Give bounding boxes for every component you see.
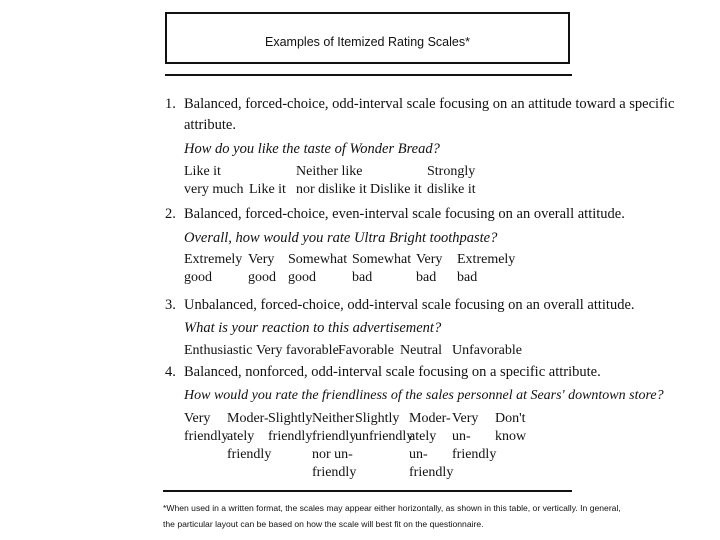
footnote [163,500,621,532]
item-4-option-4: Neither friendly nor un- friendly [312,411,357,480]
item-4-option-6: Moder- ately un- friendly [409,411,454,480]
item-1-option-3: Neither like nor dislike it [296,164,367,197]
item-2-option-6: Extremely bad [457,252,516,285]
table-title: Examples of Itemized Rating Scales* [265,35,470,49]
footer-rule [163,490,572,492]
item-4-option-2: Moder- ately friendly [227,411,272,462]
item-2-option-3: Somewhat good [288,252,348,285]
item-3-option-5: Unfavorable [452,343,522,358]
item-4-number: 4. [165,364,176,380]
title-box [165,12,570,64]
item-1-question: How do you like the taste of Wonder Bread? [184,141,440,157]
item-4-question: How would you rate the friendliness of the sales personnel at Sears' downtown store? [184,388,664,403]
footnote-line-2: the particular layout can be based on how the scale will best fit on the questionnaire. [163,519,484,529]
item-1-description-cont: attribute. [184,117,236,133]
item-2-option-2: Very good [248,252,276,285]
item-1-description: Balanced, forced-choice, odd-interval scale focusing on an attitude toward a specific [184,96,675,112]
item-3-number: 3. [165,297,176,313]
item-2-description: Balanced, forced-choice, even-interval scale focusing on an overall attitude. [184,206,625,222]
item-4-option-5: Slightly unfriendly [355,411,414,444]
item-2-option-5: Very bad [416,252,443,285]
item-2-option-1: Extremely good [184,252,243,285]
item-3-description: Unbalanced, forced-choice, odd-interval scale focusing on an overall attitude. [184,297,635,313]
item-3-option-2: Very favorable [256,343,339,358]
item-3-option-3: Favorable [338,343,394,358]
header-rule [165,74,572,76]
item-1-option-1: Like it very much [184,164,244,197]
item-4-option-1: Very friendly [184,411,229,444]
item-4-option-3: Slightly friendly [268,411,313,444]
item-1-option-5: Strongly dislike it [427,164,476,197]
footnote-line-1: *When used in a written format, the scales may appear either horizontally, as shown in this table, or vertically. In general, [163,503,621,513]
item-2-question: Overall, how would you rate Ultra Bright toothpaste? [184,230,498,246]
item-4-description: Balanced, nonforced, odd-interval scale focusing on a specific attribute. [184,364,601,380]
item-3-question: What is your reaction to this advertisement? [184,320,442,336]
item-2-option-4: Somewhat bad [352,252,412,285]
item-3-option-4: Neutral [400,343,442,358]
item-1-option-4: Dislike it [370,182,422,197]
item-3-option-1: Enthusiastic [184,343,253,358]
item-2-number: 2. [165,206,176,222]
item-4-option-8: Don't know [495,411,527,444]
item-4-option-7: Very un- friendly [452,411,497,462]
item-1-option-2: Like it [249,182,286,197]
item-1-number: 1. [165,96,176,112]
